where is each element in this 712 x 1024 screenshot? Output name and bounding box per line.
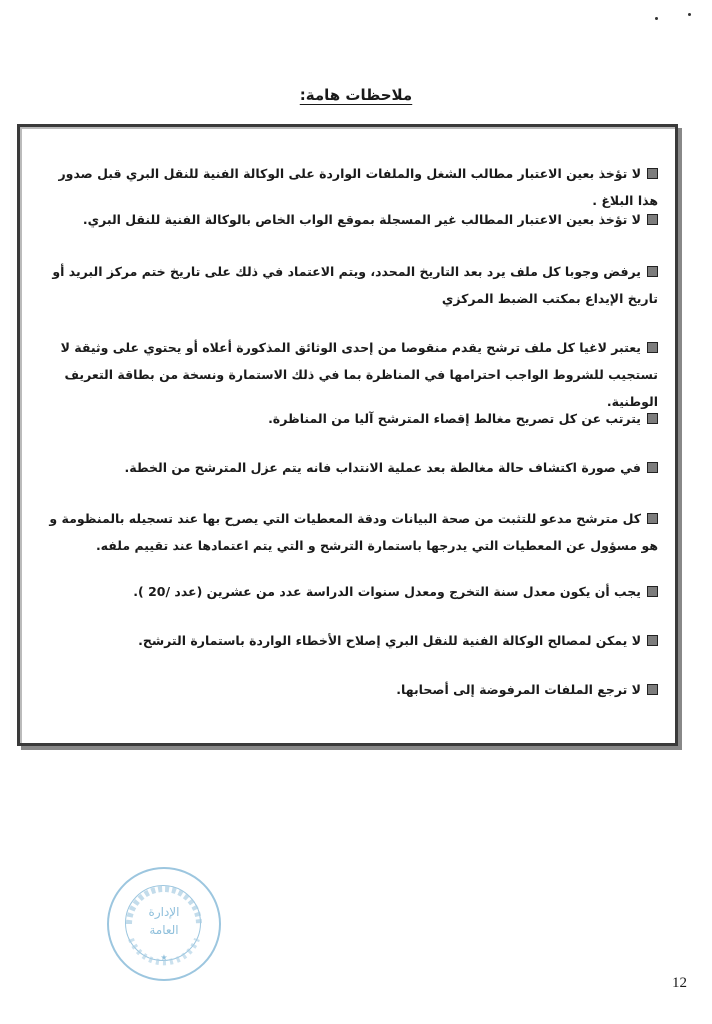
square-bullet-icon — [647, 413, 658, 424]
square-bullet-icon — [647, 342, 658, 353]
note-item: لا يمكن لمصالح الوكالة الفنية للنقل البري إصلاح الأخطاء الواردة باستمارة الترشح. — [58, 627, 658, 654]
official-stamp — [107, 867, 221, 981]
note-item: كل مترشح مدعو للتثبت من صحة البيانات ودقة المعطيات التي يصرح بها عند تسجيله بالمنظومة و هو مسؤول عن المعطيات التي يدرجها باستمارة الترشح و التي يتم اعتمادها عند تقييم ملفه. — [49, 511, 658, 553]
page-number: 12 — [672, 975, 687, 991]
note-item: في صورة اكتشاف حالة مغالطة بعد عملية الانتداب فانه يتم عزل المترشح من الخطة. — [58, 454, 658, 481]
note-item: لا ترجع الملفات المرفوضة إلى أصحابها. — [58, 676, 658, 703]
note-item: يعتبر لاغيا كل ملف ترشح يقدم منقوصا من إحدى الوثائق المذكورة أعلاه أو يحتوي على وثيقة لا تستجيب للشروط الواجب احترامها في المناظرة بما في ذلك الاستمارة ونسخة من بطاقة التعريف الوطنية. — [60, 340, 658, 409]
note-item: يرفض وجوبا كل ملف يرد بعد التاريخ المحدد، ويتم الاعتماد في ذلك على تاريخ ختم مركز البريد أو تاريخ الإيداع بمكتب الضبط المركزي — [52, 264, 658, 306]
star-icon: ★ — [160, 953, 168, 962]
square-bullet-icon — [647, 635, 658, 646]
square-bullet-icon — [647, 586, 658, 597]
scan-speck — [655, 17, 658, 20]
note-item: يجب أن يكون معدل سنة التخرج ومعدل سنوات الدراسة عدد من عشرين (عدد /20 ). — [58, 578, 658, 605]
stamp-text-line2: العامة — [149, 923, 179, 937]
note-item: لا تؤخذ بعين الاعتبار مطالب الشغل والملفات الواردة على الوكالة الفنية للنقل البري قبل صدور هذا البلاغ . — [58, 166, 658, 208]
note-item: يترتب عن كل تصريح مغالط إقصاء المترشح آليا من المناظرة. — [58, 405, 658, 432]
square-bullet-icon — [647, 214, 658, 225]
scan-speck — [688, 13, 691, 16]
square-bullet-icon — [647, 684, 658, 695]
square-bullet-icon — [647, 513, 658, 524]
square-bullet-icon — [647, 462, 658, 473]
stamp-text-line1: الإدارة — [148, 905, 180, 919]
square-bullet-icon — [647, 168, 658, 179]
square-bullet-icon — [647, 266, 658, 277]
note-item: لا تؤخذ بعين الاعتبار المطالب غير المسجلة بموقع الواب الخاص بالوكالة الفنية للنقل البري. — [58, 206, 658, 233]
page-title: ملاحظات هامة: — [299, 86, 413, 104]
